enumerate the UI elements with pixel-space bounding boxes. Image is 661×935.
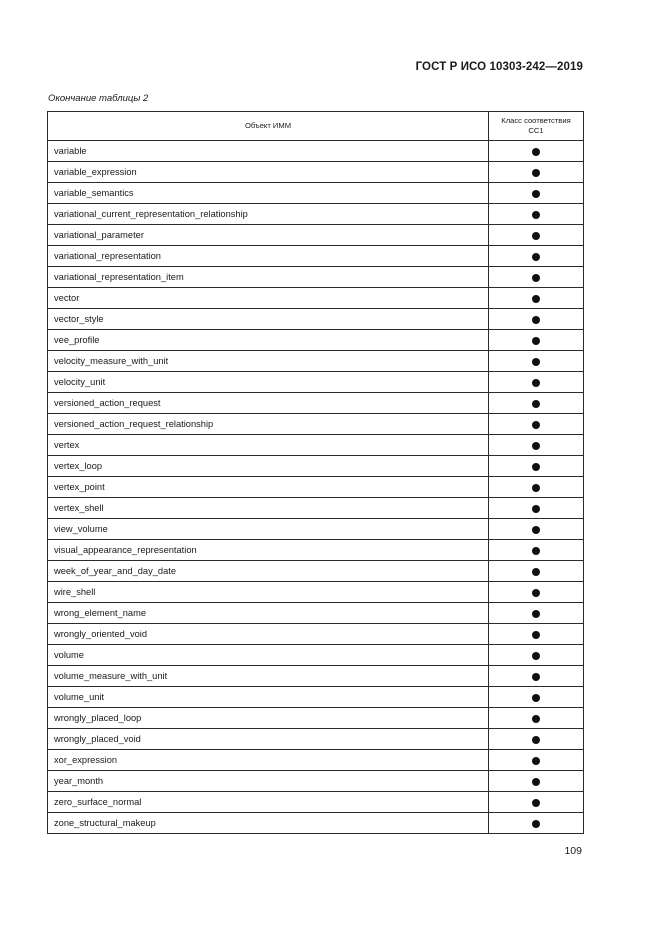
table-row: [48, 435, 584, 456]
table-caption: Окончание таблицы 2: [48, 93, 149, 104]
cc1-cell: [489, 246, 584, 267]
column-header-cc1-label: СС1: [528, 126, 544, 135]
table-header-row: [48, 112, 584, 141]
filled-circle-icon: [532, 526, 540, 534]
table-body: [48, 141, 584, 834]
table-row: [48, 309, 584, 330]
object-name-cell: year_month: [48, 771, 489, 792]
object-name-cell: volume: [48, 645, 489, 666]
cc1-cell: [489, 204, 584, 225]
table-row: [48, 456, 584, 477]
table-row: [48, 141, 584, 162]
cc1-cell: [489, 519, 584, 540]
filled-circle-icon: [532, 505, 540, 513]
filled-circle-icon: [532, 568, 540, 576]
filled-circle-icon: [532, 190, 540, 198]
cc1-cell: [489, 414, 584, 435]
table-row: [48, 414, 584, 435]
cc1-cell: [489, 435, 584, 456]
table-row: [48, 393, 584, 414]
table-row: [48, 162, 584, 183]
filled-circle-icon: [532, 316, 540, 324]
table-row: [48, 540, 584, 561]
cc1-cell: [489, 645, 584, 666]
object-name-cell: zone_structural_makeup: [48, 813, 489, 834]
cc1-cell: [489, 771, 584, 792]
object-name-cell: versioned_action_request_relationship: [48, 414, 489, 435]
object-name-cell: variable: [48, 141, 489, 162]
filled-circle-icon: [532, 169, 540, 177]
object-name-cell: xor_expression: [48, 750, 489, 771]
object-name-cell: variable_semantics: [48, 183, 489, 204]
cc1-cell: [489, 351, 584, 372]
cc1-cell: [489, 183, 584, 204]
object-name-cell: vector: [48, 288, 489, 309]
cc1-cell: [489, 372, 584, 393]
table-row: [48, 666, 584, 687]
filled-circle-icon: [532, 820, 540, 828]
filled-circle-icon: [532, 631, 540, 639]
table-row: [48, 477, 584, 498]
object-name-cell: variational_parameter: [48, 225, 489, 246]
object-name-cell: velocity_measure_with_unit: [48, 351, 489, 372]
table-row: [48, 519, 584, 540]
filled-circle-icon: [532, 736, 540, 744]
table-row: [48, 498, 584, 519]
cc1-cell: [489, 666, 584, 687]
table-row: [48, 372, 584, 393]
column-header-object-label: Объект ИММ: [244, 121, 292, 130]
filled-circle-icon: [532, 274, 540, 282]
object-name-cell: vertex_point: [48, 477, 489, 498]
filled-circle-icon: [532, 778, 540, 786]
object-name-cell: wrong_element_name: [48, 603, 489, 624]
filled-circle-icon: [532, 295, 540, 303]
object-name-cell: view_volume: [48, 519, 489, 540]
filled-circle-icon: [532, 547, 540, 555]
object-name-cell: variational_current_representation_relationship: [48, 204, 489, 225]
table-row: [48, 582, 584, 603]
filled-circle-icon: [532, 400, 540, 408]
table-row: [48, 750, 584, 771]
object-name-cell: week_of_year_and_day_date: [48, 561, 489, 582]
filled-circle-icon: [532, 652, 540, 660]
cc1-cell: [489, 582, 584, 603]
filled-circle-icon: [532, 253, 540, 261]
table-row: [48, 624, 584, 645]
table-row: [48, 204, 584, 225]
document-standard-header: ГОСТ Р ИСО 10303-242—2019: [415, 61, 583, 73]
cc1-cell: [489, 750, 584, 771]
object-name-cell: variational_representation: [48, 246, 489, 267]
filled-circle-icon: [532, 211, 540, 219]
filled-circle-icon: [532, 442, 540, 450]
cc1-cell: [489, 456, 584, 477]
table-row: [48, 183, 584, 204]
object-name-cell: vertex: [48, 435, 489, 456]
filled-circle-icon: [532, 337, 540, 345]
filled-circle-icon: [532, 610, 540, 618]
object-name-cell: vector_style: [48, 309, 489, 330]
table-row: [48, 603, 584, 624]
filled-circle-icon: [532, 358, 540, 366]
object-name-cell: volume_measure_with_unit: [48, 666, 489, 687]
table-row: [48, 351, 584, 372]
object-name-cell: vertex_loop: [48, 456, 489, 477]
cc1-cell: [489, 687, 584, 708]
page-number: 109: [564, 845, 582, 857]
cc1-cell: [489, 792, 584, 813]
object-name-cell: wrongly_placed_void: [48, 729, 489, 750]
object-name-cell: variable_expression: [48, 162, 489, 183]
filled-circle-icon: [532, 484, 540, 492]
table-row: [48, 792, 584, 813]
cc1-cell: [489, 561, 584, 582]
filled-circle-icon: [532, 757, 540, 765]
table-row: [48, 561, 584, 582]
filled-circle-icon: [532, 694, 540, 702]
cc1-cell: [489, 603, 584, 624]
table-row: [48, 729, 584, 750]
table-row: [48, 288, 584, 309]
filled-circle-icon: [532, 148, 540, 156]
filled-circle-icon: [532, 715, 540, 723]
cc1-cell: [489, 813, 584, 834]
filled-circle-icon: [532, 232, 540, 240]
table-row: [48, 813, 584, 834]
table-row: [48, 687, 584, 708]
cc1-cell: [489, 141, 584, 162]
cc1-cell: [489, 540, 584, 561]
cc1-cell: [489, 309, 584, 330]
table-row: [48, 771, 584, 792]
filled-circle-icon: [532, 379, 540, 387]
object-name-cell: visual_appearance_representation: [48, 540, 489, 561]
filled-circle-icon: [532, 421, 540, 429]
cc1-cell: [489, 162, 584, 183]
column-header-conformance-class: [489, 112, 584, 141]
conformance-table: [47, 111, 584, 834]
cc1-cell: [489, 330, 584, 351]
cc1-cell: [489, 225, 584, 246]
object-name-cell: vertex_shell: [48, 498, 489, 519]
column-header-object: [48, 112, 489, 141]
object-name-cell: versioned_action_request: [48, 393, 489, 414]
object-name-cell: zero_surface_normal: [48, 792, 489, 813]
cc1-cell: [489, 624, 584, 645]
table-row: [48, 267, 584, 288]
filled-circle-icon: [532, 463, 540, 471]
object-name-cell: velocity_unit: [48, 372, 489, 393]
table-row: [48, 645, 584, 666]
column-header-conformance-label: Класс соответствия: [501, 116, 571, 125]
filled-circle-icon: [532, 799, 540, 807]
object-name-cell: wrongly_placed_loop: [48, 708, 489, 729]
cc1-cell: [489, 729, 584, 750]
table-row: [48, 225, 584, 246]
filled-circle-icon: [532, 673, 540, 681]
table-row: [48, 708, 584, 729]
cc1-cell: [489, 708, 584, 729]
cc1-cell: [489, 477, 584, 498]
object-name-cell: wrongly_oriented_void: [48, 624, 489, 645]
table-row: [48, 246, 584, 267]
cc1-cell: [489, 288, 584, 309]
cc1-cell: [489, 393, 584, 414]
cc1-cell: [489, 267, 584, 288]
table-row: [48, 330, 584, 351]
object-name-cell: wire_shell: [48, 582, 489, 603]
object-name-cell: volume_unit: [48, 687, 489, 708]
object-name-cell: variational_representation_item: [48, 267, 489, 288]
object-name-cell: vee_profile: [48, 330, 489, 351]
filled-circle-icon: [532, 589, 540, 597]
cc1-cell: [489, 498, 584, 519]
